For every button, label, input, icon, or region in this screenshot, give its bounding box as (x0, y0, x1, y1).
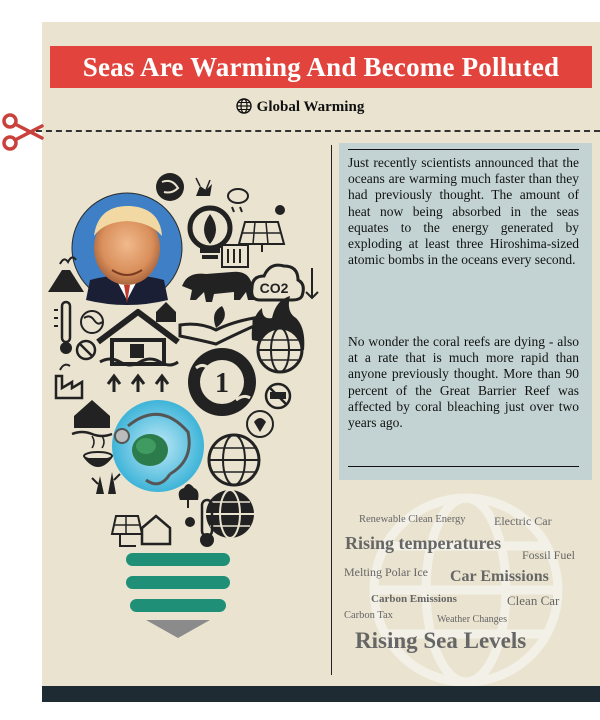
flooded-home-icon (72, 400, 112, 436)
recycle-tree-icon (179, 484, 199, 508)
thermometer-icon (54, 302, 72, 354)
no-car-icon (266, 384, 290, 408)
solar-house-icon (112, 516, 170, 546)
small-house-icon (156, 302, 176, 322)
cloud-word: Carbon Emissions (371, 593, 457, 605)
hot-bowl-icon (84, 436, 112, 467)
dead-trees-icon (92, 472, 120, 494)
polar-bear-icon (182, 272, 254, 302)
cloud-word: Melting Polar Ice (344, 565, 428, 579)
lizard-icon (156, 173, 184, 201)
numbered-globe-icon (188, 348, 256, 416)
portrait-icon (72, 193, 182, 305)
burning-globe-icon (252, 296, 305, 372)
subtitle (0, 98, 600, 116)
co2-label: CO2 (259, 280, 289, 296)
tree-globe-icon (247, 411, 273, 437)
globe-icon (236, 98, 252, 114)
bulb-icon-collage (40, 165, 330, 645)
bulb-base-icon (126, 553, 230, 638)
footer-bar (42, 686, 600, 702)
wireframe-globe-icon (209, 435, 259, 485)
co2-cloud-icon (252, 265, 318, 300)
cloud-word: Weather Changes (437, 614, 507, 625)
cloud-word: Rising temperatures (345, 533, 502, 553)
article-bottom-rule (348, 466, 579, 467)
cloud-word: Car Emissions (450, 568, 549, 585)
number-badge: 1 (215, 368, 229, 399)
hand-plant-icon (180, 306, 254, 344)
cloud-word: Electric Car (494, 514, 552, 528)
article-paragraph-1: Just recently scientists announced that the oceans are warming much faster than they had previously thought. The amount of heat now being absorbed in the seas equates to the energy generated by exploding at least three Hiroshima-sized atomic bombs in the oceans every second. (348, 155, 579, 268)
article-box (339, 143, 592, 480)
scissors-icon (0, 110, 44, 154)
cloud-word: Fossil Fuel (522, 548, 576, 562)
subtitle-text: Global Warming (256, 99, 365, 115)
cloud-word: Renewable Clean Energy (359, 514, 466, 525)
cloud-word: Rising Sea Levels (355, 628, 527, 653)
flood-house-icon (98, 312, 178, 392)
cloud-word: Clean Car (507, 593, 560, 608)
eco-lightbulb-icon (190, 208, 230, 259)
no-sign-icon (77, 341, 95, 359)
weather-cloud-icon (228, 189, 248, 212)
article-paragraph-2: No wonder the coral reefs are dying - also at a rate that is much more rapid than anyone previously thought. More than 90 percent of the Great Barrier Reef was affected by coral bleaching just over two years ago. (348, 334, 579, 431)
earth-stethoscope-icon (112, 400, 204, 492)
cut-line (36, 130, 600, 132)
cloud-word: Carbon Tax (344, 610, 393, 621)
deer-icon (196, 178, 212, 196)
poster-title: Seas Are Warming And Become Polluted (50, 46, 592, 88)
radiator-icon (222, 245, 248, 267)
word-cloud (332, 470, 600, 686)
earth-small-icon (81, 311, 103, 333)
factory-icon (56, 365, 82, 398)
article-top-rule (348, 149, 579, 150)
